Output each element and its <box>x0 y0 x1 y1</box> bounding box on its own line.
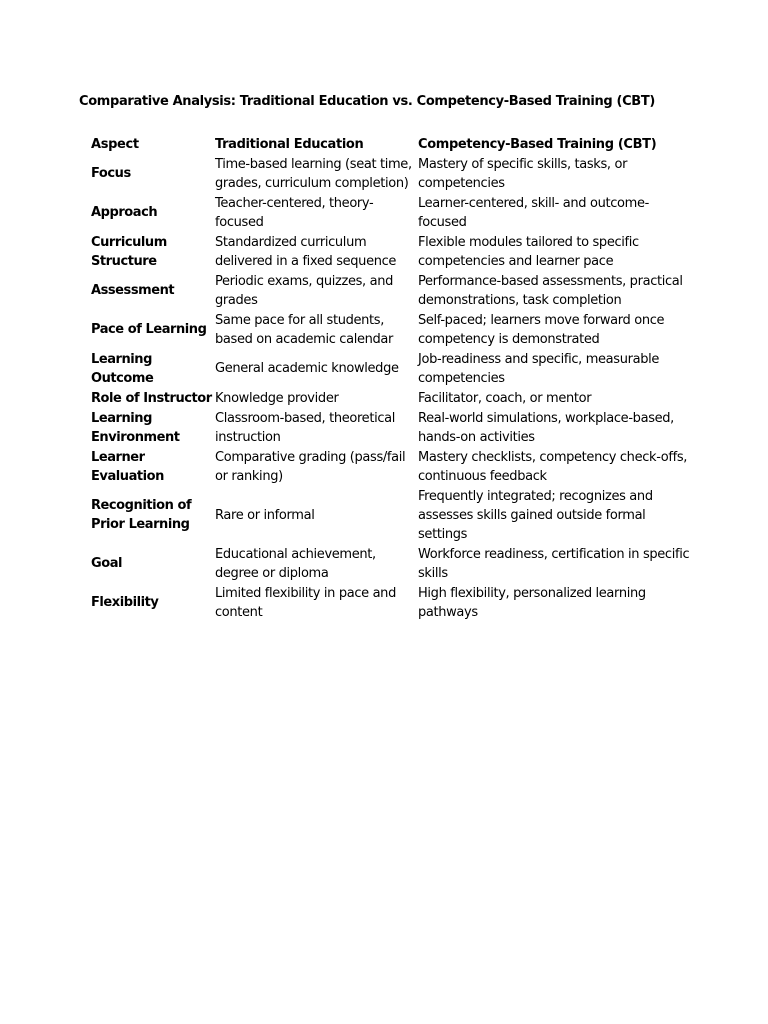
cbt-cell: Flexible modules tailored to specific competencies and learner pace <box>418 234 639 269</box>
aspect-cell: Learning Outcome <box>91 351 154 386</box>
aspect-cell: Focus <box>91 166 131 181</box>
cbt-cell: Mastery checklists, competency check-offs, continuous feedback <box>418 449 688 484</box>
traditional-cell: Rare or informal <box>215 507 315 523</box>
table-row <box>91 271 691 310</box>
cbt-cell: Self-paced; learners move forward once competency is demonstrated <box>418 312 665 347</box>
header-traditional: Traditional Education <box>215 137 364 152</box>
traditional-cell: Periodic exams, quizzes, and grades <box>215 273 394 308</box>
comparison-table <box>91 132 691 622</box>
cbt-cell: Learner-centered, skill- and outcome-focused <box>418 195 649 230</box>
table-row <box>91 486 691 544</box>
header-cbt: Competency-Based Training (CBT) <box>418 137 657 152</box>
cbt-cell: Workforce readiness, certification in specific skills <box>418 546 690 581</box>
aspect-cell: Pace of Learning <box>91 322 207 337</box>
table-row <box>91 310 691 349</box>
aspect-cell: Curriculum Structure <box>91 234 167 269</box>
aspect-cell: Assessment <box>91 283 175 298</box>
aspect-cell: Goal <box>91 556 123 571</box>
table-row <box>91 232 691 271</box>
cbt-cell: Mastery of specific skills, tasks, or competencies <box>418 156 628 191</box>
traditional-cell: Classroom-based, theoretical instruction <box>215 410 396 445</box>
aspect-cell: Learner Evaluation <box>91 449 164 484</box>
cbt-cell: Frequently integrated; recognizes and assesses skills gained outside formal settings <box>418 488 653 542</box>
table-row <box>91 388 691 408</box>
traditional-cell: Teacher-centered, theory-focused <box>215 195 374 230</box>
table-row <box>91 544 691 583</box>
traditional-cell: Educational achievement, degree or diploma <box>215 546 376 581</box>
traditional-cell: Comparative grading (pass/fail or ranking) <box>215 449 406 484</box>
table-row <box>91 349 691 388</box>
table-row <box>91 193 691 232</box>
traditional-cell: Time-based learning (seat time, grades, curriculum completion) <box>215 156 412 191</box>
header-aspect: Aspect <box>91 137 139 152</box>
aspect-cell: Learning Environment <box>91 410 180 445</box>
aspect-cell: Recognition of Prior Learning <box>91 498 192 532</box>
table-row <box>91 447 691 486</box>
cbt-cell: High flexibility, personalized learning pathways <box>418 585 646 620</box>
cbt-cell: Job-readiness and specific, measurable competencies <box>418 351 660 386</box>
table-row <box>91 583 691 622</box>
table-header-row <box>91 132 691 154</box>
cbt-cell: Real-world simulations, workplace-based, hands-on activities <box>418 410 674 445</box>
traditional-cell: Same pace for all students, based on academic calendar <box>215 312 394 347</box>
traditional-cell: General academic knowledge <box>215 361 399 376</box>
aspect-cell: Approach <box>91 205 158 220</box>
aspect-cell: Role of Instructor <box>91 390 212 406</box>
traditional-cell: Standardized curriculum delivered in a fixed sequence <box>215 234 397 269</box>
document-title: Comparative Analysis: Traditional Education vs. Competency-Based Training (CBT) <box>79 94 655 109</box>
traditional-cell: Limited flexibility in pace and content <box>215 585 396 620</box>
cbt-cell: Facilitator, coach, or mentor <box>418 390 592 406</box>
table-row <box>91 408 691 447</box>
cbt-cell: Performance-based assessments, practical demonstrations, task completion <box>418 273 683 308</box>
table-row <box>91 154 691 193</box>
aspect-cell: Flexibility <box>91 595 159 610</box>
traditional-cell: Knowledge provider <box>215 390 339 406</box>
